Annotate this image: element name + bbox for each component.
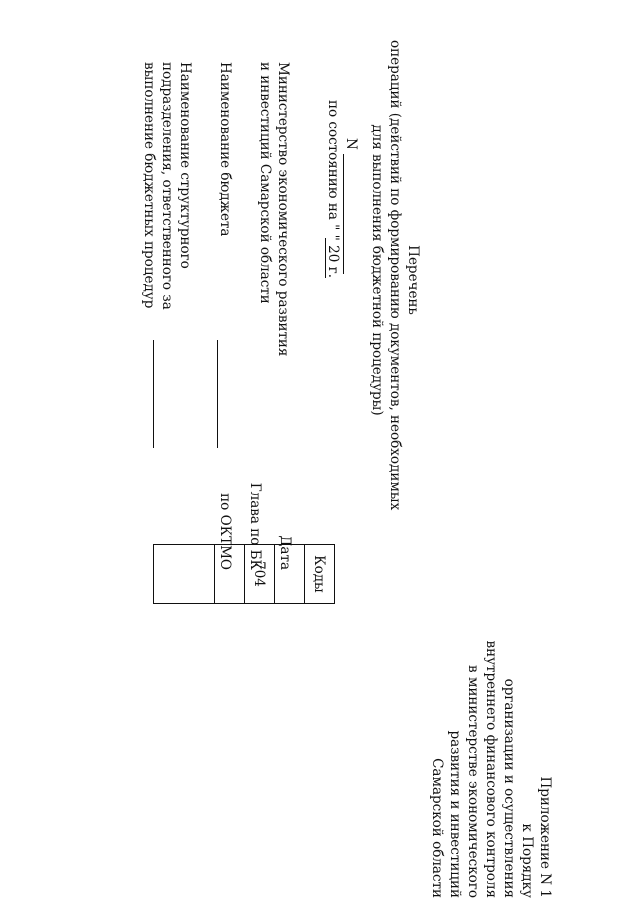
title-line: для выполнения бюджетной процедуры): [369, 124, 385, 416]
title-line: операций (действий по формированию документов, необходимых: [387, 40, 403, 511]
appendix-line: организации и осуществления: [501, 678, 517, 898]
codes-table: [153, 544, 335, 604]
oktmo-code-cell: [215, 545, 245, 604]
number-label: N: [343, 138, 359, 150]
date-blank-line: [325, 238, 326, 278]
document-heading: Перечень: [405, 245, 421, 315]
ministry-name: Министерство экономического развития: [275, 62, 291, 357]
unit-code-cell: [154, 545, 215, 604]
unit-label: Наименование структурного: [177, 62, 193, 269]
appendix-line: внутреннего финансового контроля: [483, 640, 499, 898]
date-code-label: Дата: [277, 535, 293, 570]
date-code-cell: [275, 545, 305, 604]
unit-label: подразделения, ответственного за: [159, 62, 175, 310]
appendix-line: к Порядку: [519, 823, 535, 898]
appendix-line: развития и инвестиций: [447, 730, 463, 898]
budget-label: Наименование бюджета: [217, 62, 233, 237]
budget-blank-line: [217, 340, 218, 448]
unit-label: выполнение бюджетных процедур: [141, 62, 157, 309]
ministry-name: и инвестиций Самарской области: [257, 62, 273, 304]
chapter-code-cell: 704: [245, 545, 275, 604]
appendix-line: Самарской области: [429, 758, 445, 898]
appendix-line: в министерстве экономического: [465, 665, 481, 898]
appendix-title: Приложение N 1: [537, 776, 553, 898]
number-blank-line: [343, 154, 344, 274]
date-line: по состоянию на " " 20 г.: [325, 100, 341, 278]
oktmo-code-label: по ОКТМО: [217, 493, 233, 570]
chapter-code-label: Глава по БК: [247, 482, 263, 570]
codes-header: Коды: [305, 545, 335, 604]
unit-blank-line: [153, 340, 154, 448]
